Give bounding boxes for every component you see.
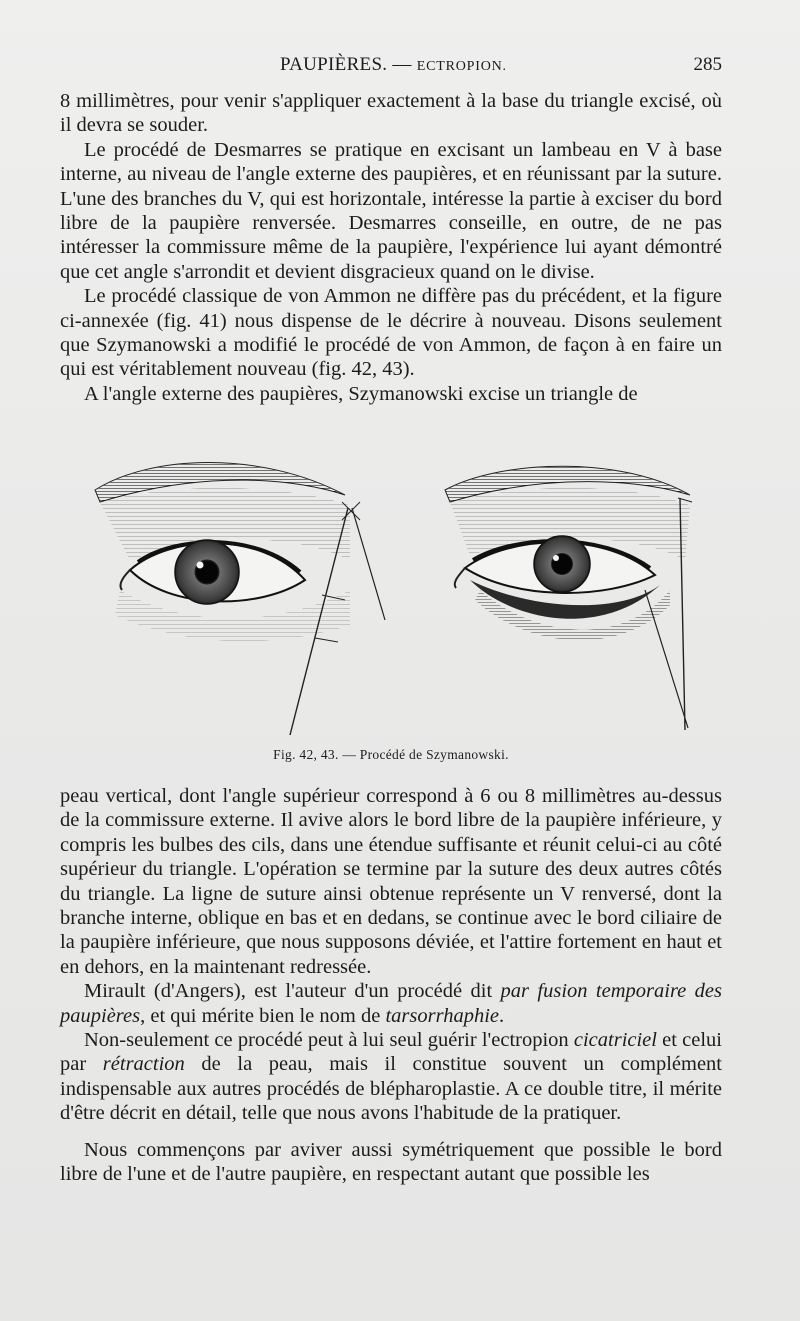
engraving-eyes <box>60 440 740 740</box>
text-run: et celui par <box>60 1029 723 1076</box>
text-block-bottom <box>60 784 722 1187</box>
italic-run: cicatriciel <box>573 1029 657 1052</box>
left-eye-engraving <box>95 463 385 736</box>
italic-run: tarsorrhaphie <box>385 1004 499 1027</box>
paragraph: Nous commençons par aviver aussi symétriquement que possible le bord libre de l'une et de l'autre paupière, en respectant autant que possible les <box>60 1138 722 1186</box>
running-title <box>280 54 507 76</box>
running-header <box>60 54 722 80</box>
text-run: . <box>498 1004 505 1027</box>
paragraph: Le procédé classique de von Ammon ne diffère pas du précédent, et la figure ci-annexée (fig. 41) nous dispense de le décrire à nouveau. Disons seulement que Szymanowski a modifié le procédé de von Ammon, de façon à en faire un qui est véritablement nouveau (fig. 42, 43). <box>60 285 722 381</box>
right-eye-engraving <box>445 466 692 730</box>
paragraph <box>60 979 722 1028</box>
text-run: de la peau, mais il constitue souvent un complément indispensable aux autres procédés de blépharoplastie. A ce double titre, il mérite d'être décrit en détail, telle que nous avons l'habitude de la pratiquer. <box>60 1053 722 1125</box>
text-block-top <box>60 89 722 406</box>
section-subtitle: ECTROPION. <box>416 59 507 74</box>
text-run: Non-seulement ce procédé peut à lui seul guérir l'ectropion <box>84 1029 574 1052</box>
figure-illustration <box>60 440 740 760</box>
figure-caption: Fig. 42, 43. — Procédé de Szymanowski. <box>273 747 509 762</box>
section-title: PAUPIÈRES. <box>280 54 388 75</box>
text-run: Mirault (d'Angers), est l'auteur d'un procédé dit <box>84 980 501 1003</box>
paragraph: Le procédé de Desmarres se pratique en excisant un lambeau en V à base interne, au niveau de l'angle externe des paupières, et en réunissant par la suture. L'une des branches du V, qui est horizontale, intéresse la partie à exciser du bord libre de la paupière renversée. Desmarres conseille, en outre, de ne pas intéresser la commissure même de la paupière, l'expérience lui ayant démontré que cet angle s'arrondit et devient disgracieux quand on le divise. <box>60 138 722 283</box>
page-number: 285 <box>693 54 722 75</box>
paragraph: A l'angle externe des paupières, Szymanowski excise un triangle de <box>84 382 638 405</box>
title-dash: — <box>387 54 417 75</box>
italic-run: rétraction <box>102 1053 185 1076</box>
italic-run: par fusion temporaire des paupières <box>60 980 722 1027</box>
paragraph <box>60 1028 722 1126</box>
paragraph: 8 millimètres, pour venir s'appliquer exactement à la base du triangle excisé, où il devra se souder. <box>60 90 722 137</box>
paragraph: peau vertical, dont l'angle supérieur correspond à 6 ou 8 millimètres au-dessus de la commissure externe. Il avive alors le bord libre de la paupière inférieure, y compris les bulbes des cils, dans une étendue suffisante et réunit celui-ci au côté supérieur du triangle. L'opération se termine par la suture des deux autres côtés du triangle. La ligne de suture ainsi obtenue représente un V renversé, dont la branche interne, oblique en bas et en dedans, se continue avec le bord ciliaire de la paupière inférieure, que nous supposons déviée, et l'attire fortement en haut et en dehors, en la maintenant redressée. <box>60 785 722 978</box>
text-run: , et qui mérite bien le nom de <box>140 1004 386 1027</box>
